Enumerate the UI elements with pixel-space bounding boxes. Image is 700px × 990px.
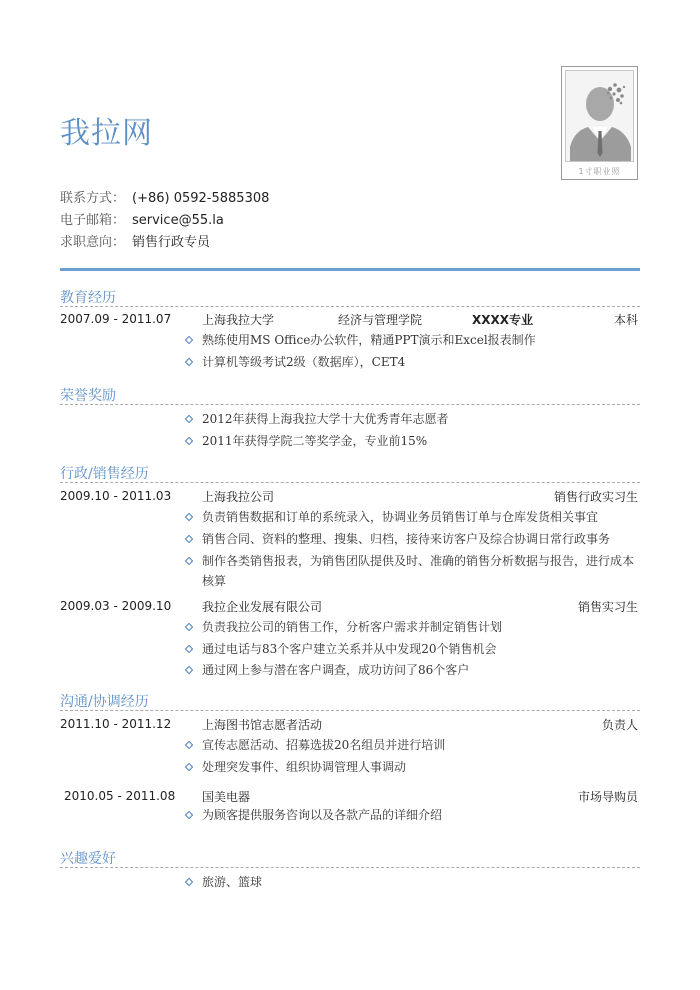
contact-email-value[interactable]: service@55.la xyxy=(132,213,224,228)
list-item xyxy=(186,507,641,527)
section-title-work-a: 行政 xyxy=(60,466,88,482)
list-item-text: 计算机等级考试2级（数据库），CET4 xyxy=(202,355,406,369)
section-divider xyxy=(60,710,640,711)
list-item-text: 2011年获得学院二等奖学金，专业前15% xyxy=(202,434,428,448)
section-title-hobbies: 兴趣爱好 xyxy=(60,851,116,867)
list-item xyxy=(186,660,641,680)
section-title-comm-slash: / xyxy=(88,694,93,710)
comm-entry-date: 2010.05 - 2011.08 xyxy=(64,789,176,803)
comm-entry-org: 国美电器 xyxy=(202,790,251,804)
contact-phone-value: (+86) 0592-5885308 xyxy=(132,191,270,206)
education-college: 经济与管理学院 xyxy=(338,313,423,327)
list-item xyxy=(186,330,641,350)
work-entry-date: 2009.10 - 2011.03 xyxy=(60,489,172,503)
section-title-work-slash: / xyxy=(88,466,93,482)
list-item xyxy=(186,617,641,637)
comm-entry-date: 2011.10 - 2011.12 xyxy=(60,717,172,731)
list-item-text: 2012年获得上海我拉大学十大优秀青年志愿者 xyxy=(202,412,449,426)
list-item xyxy=(186,409,641,429)
section-title-comm-b: 协调经历 xyxy=(92,694,149,710)
list-item xyxy=(186,805,641,825)
contact-email-label: 电子邮箱： xyxy=(60,213,126,228)
list-item-text: 通过网上参与潜在客户调查，成功访问了86个客户 xyxy=(202,663,470,677)
contact-objective-row xyxy=(60,231,210,250)
section-title-comm-a: 沟通 xyxy=(60,694,88,710)
section-title-comm xyxy=(60,691,149,711)
list-item-text: 通过电话与83个客户建立关系并从中发现20个销售机会 xyxy=(202,642,497,656)
person-silhouette-icon xyxy=(565,70,634,162)
section-divider xyxy=(60,404,640,405)
education-degree: 本科 xyxy=(613,313,638,327)
work-entry-date: 2009.03 - 2009.10 xyxy=(60,599,172,613)
comm-entry-role: 负责人 xyxy=(601,718,638,732)
section-divider xyxy=(60,306,640,307)
list-item xyxy=(186,352,641,372)
list-item xyxy=(186,639,641,659)
list-item-text: 负责销售数据和订单的系统录入，协调业务员销售订单与仓库发货相关事宜 xyxy=(202,510,599,524)
list-item xyxy=(186,529,641,549)
work-entry-role: 销售行政实习生 xyxy=(553,490,638,504)
contact-objective-value: 销售行政专员 xyxy=(132,235,211,250)
contact-email-row xyxy=(60,209,224,228)
list-item xyxy=(186,551,641,591)
contact-phone-label: 联系方式： xyxy=(60,191,126,206)
list-item-text: 宣传志愿活动、招募选拔20名组员并进行培训 xyxy=(202,738,446,752)
list-item xyxy=(186,735,641,755)
contact-objective-label: 求职意向： xyxy=(60,235,126,250)
work-entry-org: 我拉企业发展有限公司 xyxy=(202,600,323,614)
profile-photo xyxy=(561,66,638,180)
list-item xyxy=(186,872,641,892)
education-major: XXXX专业 xyxy=(472,313,534,327)
section-title-work-b: 销售经历 xyxy=(92,466,149,482)
header-divider xyxy=(60,268,640,271)
contact-phone-row xyxy=(60,187,269,206)
list-item-text: 旅游、篮球 xyxy=(202,875,263,889)
list-item-text: 销售合同、资料的整理、搜集、归档，接待来访客户及综合协调日常行政事务 xyxy=(202,532,611,546)
list-item-text: 熟练使用MS Office办公软件，精通PPT演示和Excel报表制作 xyxy=(202,333,536,347)
list-item xyxy=(186,431,641,451)
section-title-work xyxy=(60,463,149,483)
work-entry-org: 上海我拉公司 xyxy=(202,490,275,504)
education-date: 2007.09 - 2011.07 xyxy=(60,312,172,326)
section-title-honors: 荣誉奖励 xyxy=(60,388,116,404)
list-item-text: 制作各类销售报表，为销售团队提供及时、准确的销售分析数据与报告，进行成本核算 xyxy=(202,554,635,588)
section-divider xyxy=(60,867,640,868)
list-item-text: 负责我拉公司的销售工作，分析客户需求并制定销售计划 xyxy=(202,620,503,634)
section-title-education: 教育经历 xyxy=(60,290,116,306)
comm-entry-role: 市场导购员 xyxy=(577,790,638,804)
photo-caption: 1寸职业照 xyxy=(578,167,621,176)
resume-name: 我拉网 xyxy=(60,116,153,151)
list-item-text: 处理突发事件、组织协调管理人事调动 xyxy=(202,760,407,774)
section-divider xyxy=(60,482,640,483)
work-entry-role: 销售实习生 xyxy=(577,600,638,614)
list-item xyxy=(186,757,641,777)
education-school: 上海我拉大学 xyxy=(202,313,275,327)
comm-entry-org: 上海图书馆志愿者活动 xyxy=(202,718,323,732)
list-item-text: 为顾客提供服务咨询以及各款产品的详细介绍 xyxy=(202,808,443,822)
